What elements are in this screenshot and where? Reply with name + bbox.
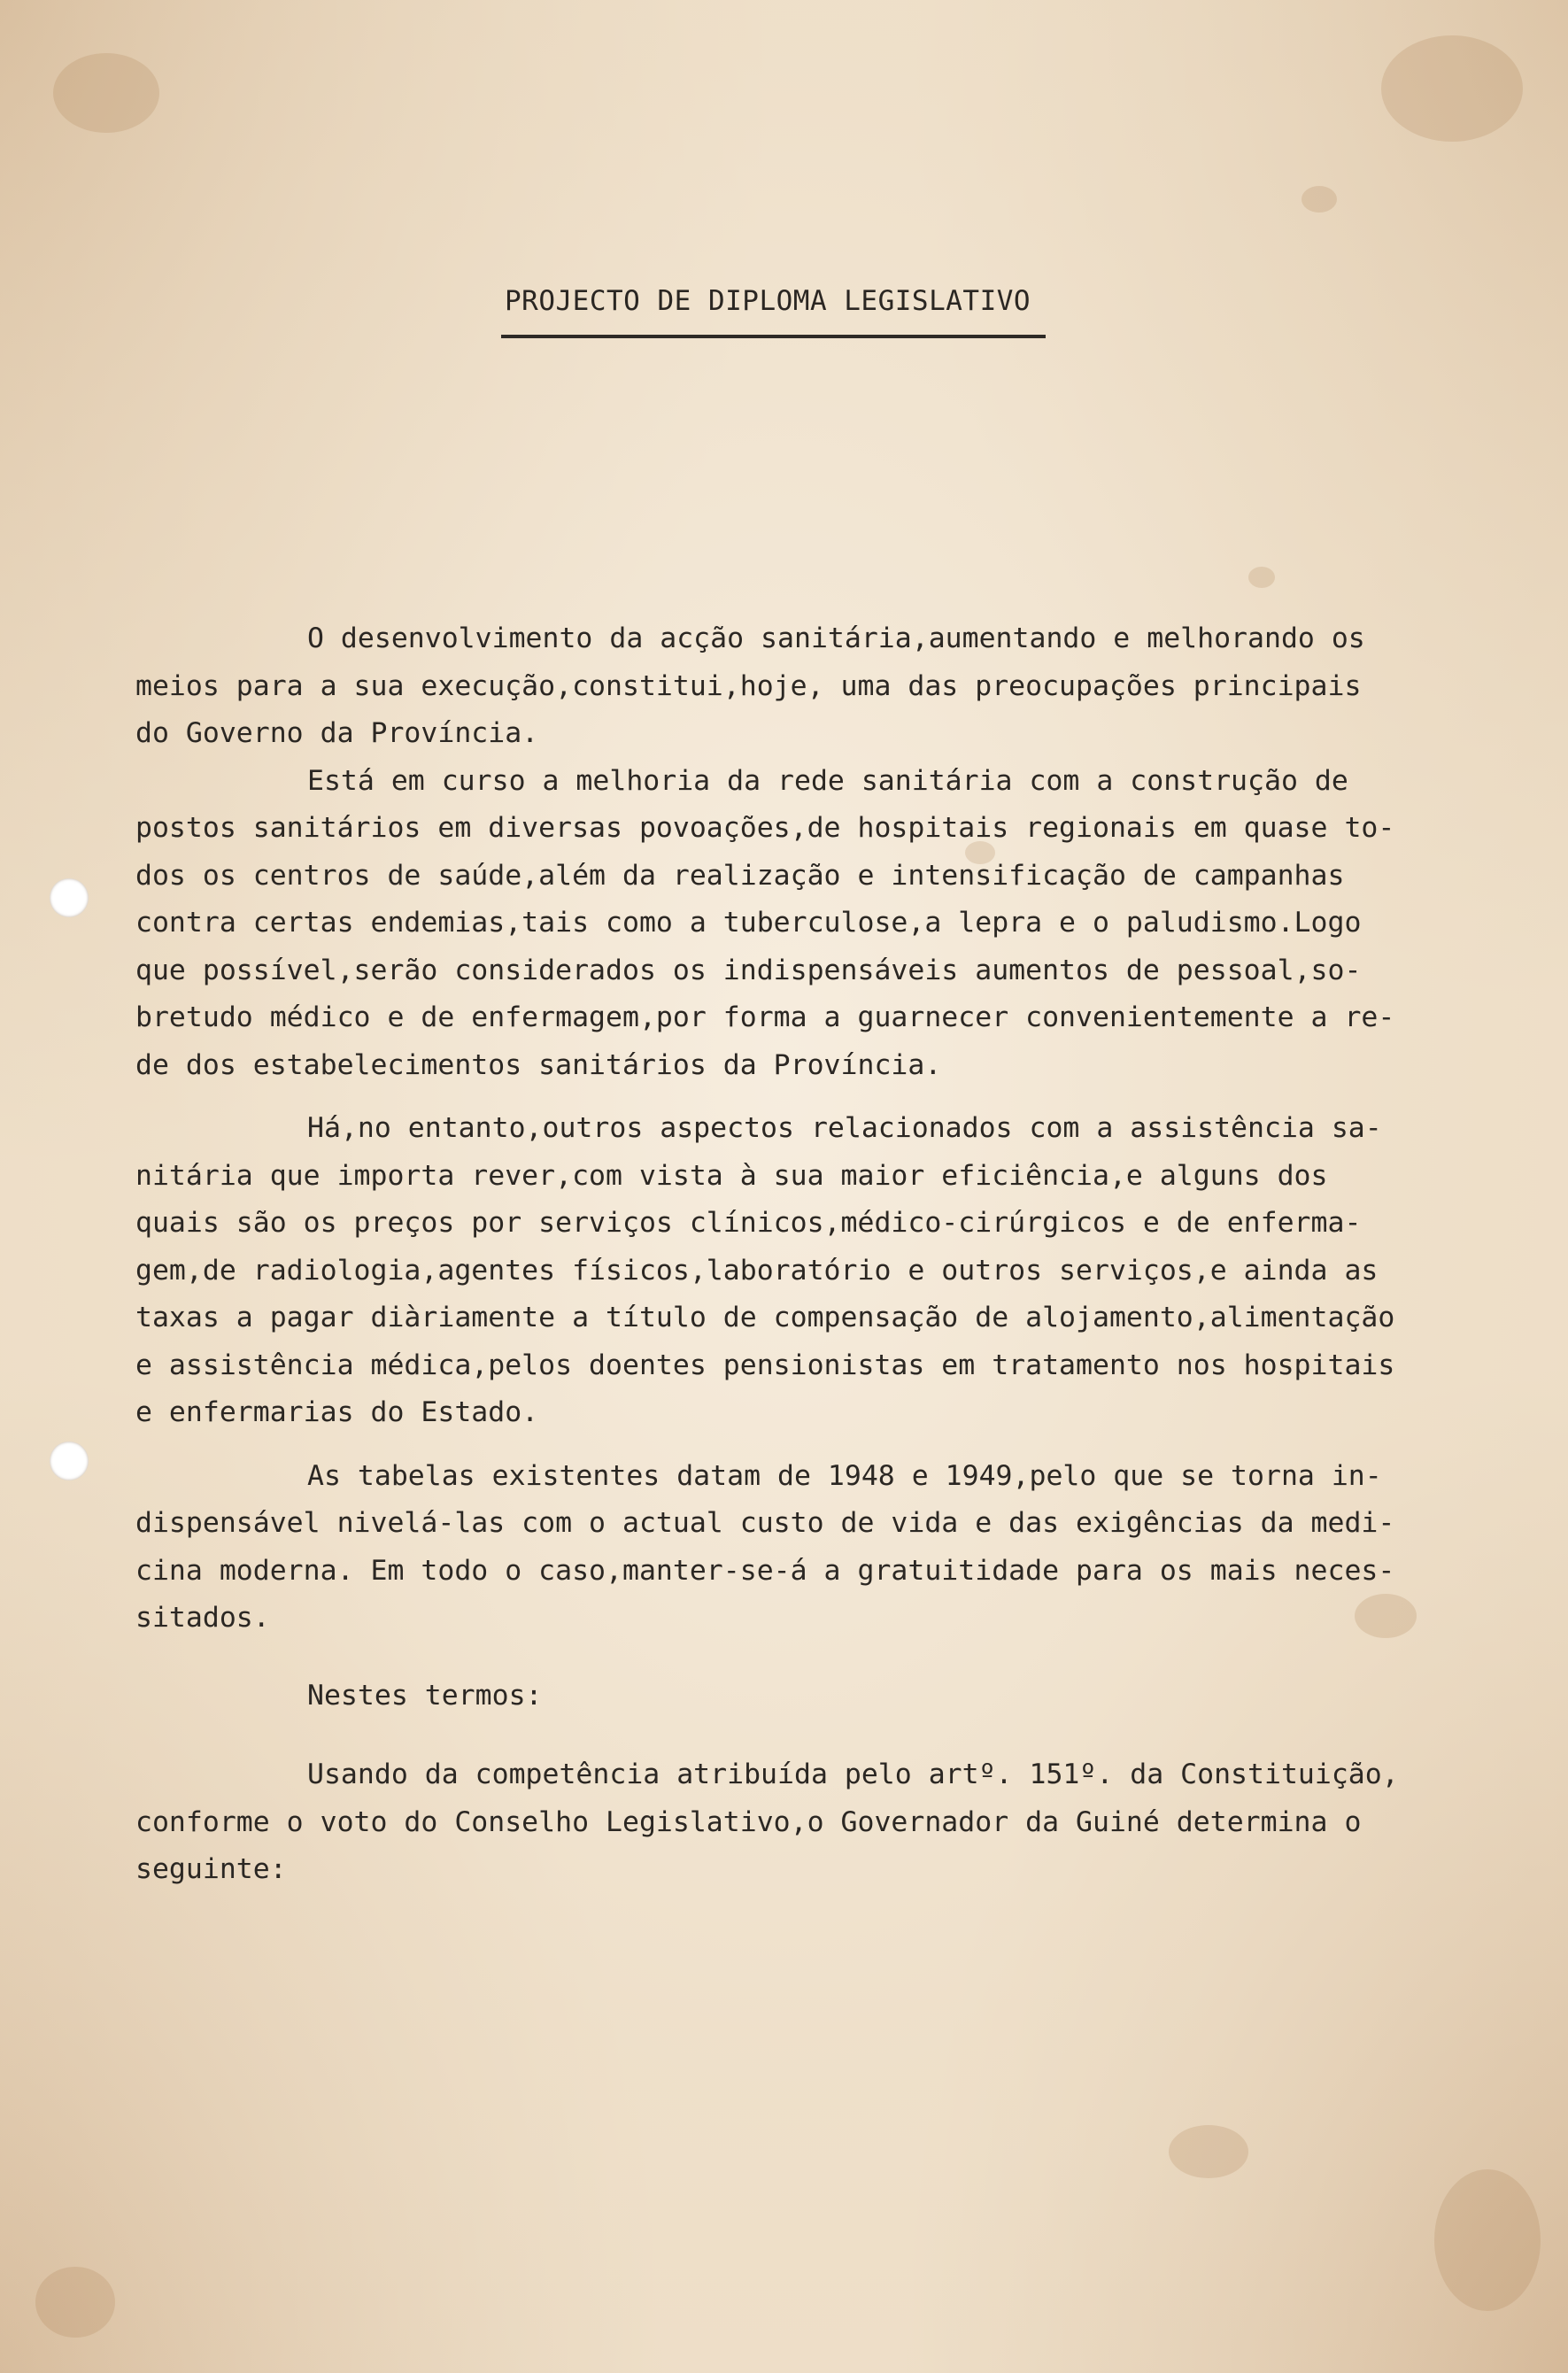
paragraph-gap bbox=[135, 1089, 1464, 1105]
text-line: e assistência médica,pelos doentes pensionistas em tratamento nos hospitais bbox=[135, 1349, 1395, 1381]
paragraph-5 bbox=[135, 1673, 1464, 1720]
paper-stain bbox=[1169, 2125, 1248, 2178]
paragraph-gap bbox=[135, 1643, 1464, 1673]
paragraph-gap bbox=[135, 1720, 1464, 1751]
text-line: contra certas endemias,tais como a tuberculose,a lepra e o paludismo.Logo bbox=[135, 907, 1362, 939]
text-line: do Governo da Província. bbox=[135, 717, 539, 749]
punch-hole bbox=[50, 1442, 89, 1480]
text-line: bretudo médico e de enfermagem,por forma a guarnecer convenientemente a re- bbox=[135, 1001, 1395, 1033]
text-line: Nestes termos: bbox=[307, 1679, 543, 1712]
document-body bbox=[135, 615, 1464, 1894]
text-line: dispensável nivelá-las com o actual custo de vida e das exigências da medi- bbox=[135, 1507, 1395, 1539]
punch-hole bbox=[50, 878, 89, 917]
text-line: gem,de radiologia,agentes físicos,laboratório e outros serviços,e ainda as bbox=[135, 1254, 1379, 1287]
paragraph-gap bbox=[135, 1437, 1464, 1453]
text-line: Está em curso a melhoria da rede sanitária com a construção de bbox=[307, 764, 1348, 797]
text-line: seguinte: bbox=[135, 1853, 287, 1885]
paper-stain bbox=[1302, 186, 1337, 213]
text-line: conforme o voto do Conselho Legislativo,o Governador da Guiné determina o bbox=[135, 1805, 1362, 1838]
text-line: Há,no entanto,outros aspectos relacionados com a assistência sa- bbox=[307, 1112, 1382, 1144]
title-underline bbox=[501, 335, 1046, 338]
text-line: cina moderna. Em todo o caso,manter-se-á a gratuitidade para os mais neces- bbox=[135, 1554, 1395, 1587]
paper-stain bbox=[1434, 2169, 1541, 2311]
text-line: que possível,serão considerados os indispensáveis aumentos de pessoal,so- bbox=[135, 954, 1362, 986]
paragraph-2 bbox=[135, 758, 1464, 1090]
paper-stain bbox=[53, 53, 159, 133]
paper-stain bbox=[35, 2267, 115, 2338]
text-line: quais são os preços por serviços clínicos,médico-cirúrgicos e de enferma- bbox=[135, 1207, 1362, 1239]
text-line: nitária que importa rever,com vista à sua maior eficiência,e alguns dos bbox=[135, 1159, 1328, 1192]
paper-stain bbox=[1248, 567, 1275, 588]
paragraph-4 bbox=[135, 1453, 1464, 1643]
paragraph-6 bbox=[135, 1751, 1464, 1894]
paper-stain bbox=[1381, 35, 1523, 142]
text-line: O desenvolvimento da acção sanitária,aumentando e melhorando os bbox=[307, 622, 1365, 654]
text-line: dos os centros de saúde,além da realização e intensificação de campanhas bbox=[135, 859, 1345, 892]
text-line: Usando da competência atribuída pelo artº. 151º. da Constituição, bbox=[307, 1758, 1399, 1790]
paragraph-3 bbox=[135, 1105, 1464, 1437]
text-line: taxas a pagar diàriamente a título de compensação de alojamento,alimentação bbox=[135, 1302, 1395, 1333]
paragraph-1 bbox=[135, 615, 1464, 758]
text-line: meios para a sua execução,constitui,hoje, uma das preocupações principais bbox=[135, 669, 1362, 702]
text-line: postos sanitários em diversas povoações,de hospitais regionais em quase to- bbox=[135, 812, 1395, 844]
text-line: As tabelas existentes datam de 1948 e 1949,pelo que se torna in- bbox=[307, 1459, 1382, 1492]
text-line: de dos estabelecimentos sanitários da Província. bbox=[135, 1048, 942, 1081]
document-title: PROJECTO DE DIPLOMA LEGISLATIVO bbox=[505, 285, 1031, 317]
text-line: sitados. bbox=[135, 1602, 270, 1634]
text-line: e enfermarias do Estado. bbox=[135, 1396, 539, 1428]
